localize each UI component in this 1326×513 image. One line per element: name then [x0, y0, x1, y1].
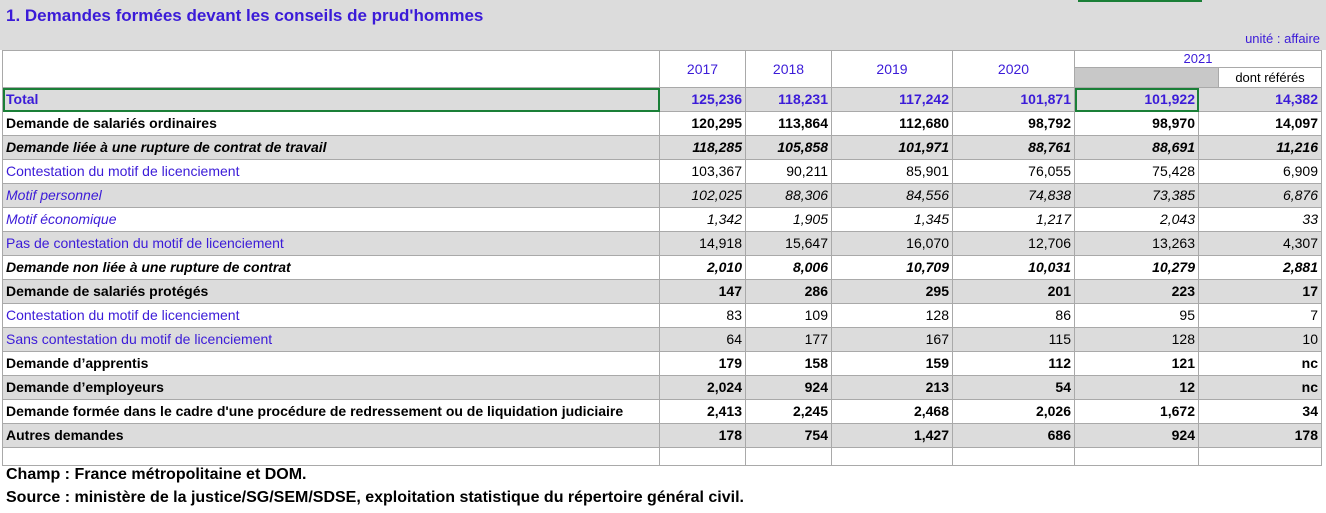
- cell-2019[interactable]: 1,345: [832, 208, 953, 232]
- cell-2019[interactable]: 167: [832, 328, 953, 352]
- empty-cell[interactable]: [953, 448, 1075, 466]
- cell-2019[interactable]: 84,556: [832, 184, 953, 208]
- cell-2017[interactable]: 14,918: [660, 232, 746, 256]
- table-row: [3, 208, 1322, 232]
- cell-2020[interactable]: 112: [953, 352, 1075, 376]
- table-row: [3, 304, 1322, 328]
- cell-referes[interactable]: 7: [1199, 304, 1322, 328]
- header-empty-cell[interactable]: [3, 51, 660, 88]
- empty-cell[interactable]: [746, 448, 832, 466]
- table-row: [3, 160, 1322, 184]
- source-note: Source : ministère de la justice/SG/SEM/SDSE, exploitation statistique du répertoire général civil.: [6, 489, 744, 506]
- cell-2020[interactable]: 86: [953, 304, 1075, 328]
- empty-cell[interactable]: [660, 448, 746, 466]
- cell-2017[interactable]: 2,413: [660, 400, 746, 424]
- cell-2018[interactable]: 177: [746, 328, 832, 352]
- cell-2019[interactable]: 213: [832, 376, 953, 400]
- table-row: [3, 184, 1322, 208]
- header-2021-group[interactable]: [1075, 51, 1322, 88]
- cell-2018[interactable]: 2,245: [746, 400, 832, 424]
- cell-referes[interactable]: 11,216: [1199, 136, 1322, 160]
- cell-2020[interactable]: 10,031: [953, 256, 1075, 280]
- cell-2021[interactable]: 121: [1075, 352, 1199, 376]
- cell-2017[interactable]: 2,010: [660, 256, 746, 280]
- table-row: [3, 136, 1322, 160]
- cell-2017[interactable]: 64: [660, 328, 746, 352]
- cell-2021[interactable]: 128: [1075, 328, 1199, 352]
- table-title: 1. Demandes formées devant les conseils de prud'hommes: [6, 6, 484, 25]
- data-table: [2, 50, 1322, 466]
- cell-2017[interactable]: 125,236: [660, 88, 746, 112]
- cell-referes[interactable]: 33: [1199, 208, 1322, 232]
- cell-2017[interactable]: 178: [660, 424, 746, 448]
- cell-2017[interactable]: 179: [660, 352, 746, 376]
- cell-2019[interactable]: 1,427: [832, 424, 953, 448]
- table-row: [3, 280, 1322, 304]
- cell-2021[interactable]: 101,922: [1075, 88, 1199, 112]
- row-label[interactable]: Demande non liée à une rupture de contrat: [3, 256, 660, 280]
- cell-2018[interactable]: 1,905: [746, 208, 832, 232]
- cell-2018[interactable]: 109: [746, 304, 832, 328]
- row-label[interactable]: Total: [3, 88, 660, 112]
- table-row: [3, 400, 1322, 424]
- cell-2020[interactable]: 101,871: [953, 88, 1075, 112]
- cell-referes[interactable]: 178: [1199, 424, 1322, 448]
- table-row: [3, 232, 1322, 256]
- cell-2019[interactable]: 117,242: [832, 88, 953, 112]
- cell-2021[interactable]: 88,691: [1075, 136, 1199, 160]
- cell-2018[interactable]: 90,211: [746, 160, 832, 184]
- cell-2019[interactable]: 10,709: [832, 256, 953, 280]
- cell-referes[interactable]: 6,876: [1199, 184, 1322, 208]
- cell-2021[interactable]: 1,672: [1075, 400, 1199, 424]
- cell-2017[interactable]: 83: [660, 304, 746, 328]
- cell-2019[interactable]: 101,971: [832, 136, 953, 160]
- empty-cell[interactable]: [832, 448, 953, 466]
- cell-2021[interactable]: 10,279: [1075, 256, 1199, 280]
- cell-2020[interactable]: 2,026: [953, 400, 1075, 424]
- empty-cell[interactable]: [3, 448, 660, 466]
- cell-referes[interactable]: 14,097: [1199, 112, 1322, 136]
- cell-2021[interactable]: 75,428: [1075, 160, 1199, 184]
- row-label[interactable]: Demande de salariés ordinaires: [3, 112, 660, 136]
- cell-2018[interactable]: 88,306: [746, 184, 832, 208]
- cell-2018[interactable]: 118,231: [746, 88, 832, 112]
- row-label[interactable]: Contestation du motif de licenciement: [3, 304, 660, 328]
- cell-2019[interactable]: 295: [832, 280, 953, 304]
- active-cell-marker: [1078, 0, 1202, 2]
- row-label[interactable]: Contestation du motif de licenciement: [3, 160, 660, 184]
- cell-referes[interactable]: 17: [1199, 280, 1322, 304]
- cell-referes[interactable]: 34: [1199, 400, 1322, 424]
- cell-2020[interactable]: 115: [953, 328, 1075, 352]
- table-row-empty: [3, 448, 1322, 466]
- cell-2017[interactable]: 118,285: [660, 136, 746, 160]
- cell-referes[interactable]: 14,382: [1199, 88, 1322, 112]
- cell-2018[interactable]: 158: [746, 352, 832, 376]
- cell-2017[interactable]: 147: [660, 280, 746, 304]
- cell-2018[interactable]: 113,864: [746, 112, 832, 136]
- cell-2017[interactable]: 103,367: [660, 160, 746, 184]
- table-row: [3, 352, 1322, 376]
- cell-2020[interactable]: 54: [953, 376, 1075, 400]
- header-2018[interactable]: 2018: [746, 51, 832, 88]
- row-label[interactable]: Demande liée à une rupture de contrat de travail: [3, 136, 660, 160]
- cell-2018[interactable]: 15,647: [746, 232, 832, 256]
- cell-2018[interactable]: 286: [746, 280, 832, 304]
- cell-2021[interactable]: 13,263: [1075, 232, 1199, 256]
- row-label[interactable]: Motif économique: [3, 208, 660, 232]
- champ-note: Champ : France métropolitaine et DOM.: [6, 466, 307, 483]
- cell-2018[interactable]: 754: [746, 424, 832, 448]
- row-label[interactable]: Demande de salariés protégés: [3, 280, 660, 304]
- cell-referes[interactable]: 4,307: [1199, 232, 1322, 256]
- table-row: [3, 328, 1322, 352]
- cell-referes[interactable]: 10: [1199, 328, 1322, 352]
- cell-2021[interactable]: 98,970: [1075, 112, 1199, 136]
- cell-2019[interactable]: 128: [832, 304, 953, 328]
- row-label[interactable]: Demande d’apprentis: [3, 352, 660, 376]
- header-row: [3, 51, 1322, 88]
- cell-referes[interactable]: nc: [1199, 376, 1322, 400]
- cell-referes[interactable]: 6,909: [1199, 160, 1322, 184]
- cell-2020[interactable]: 88,761: [953, 136, 1075, 160]
- row-label[interactable]: Motif personnel: [3, 184, 660, 208]
- cell-referes[interactable]: 2,881: [1199, 256, 1322, 280]
- cell-2019[interactable]: 2,468: [832, 400, 953, 424]
- empty-cell[interactable]: [1199, 448, 1322, 466]
- header-2019[interactable]: 2019: [832, 51, 953, 88]
- empty-cell[interactable]: [1075, 448, 1199, 466]
- table-row-total: [3, 88, 1322, 112]
- cell-2018[interactable]: 105,858: [746, 136, 832, 160]
- cell-2018[interactable]: 924: [746, 376, 832, 400]
- table-row: [3, 112, 1322, 136]
- cell-2019[interactable]: 112,680: [832, 112, 953, 136]
- header-dont-referes[interactable]: dont référés: [1235, 70, 1305, 85]
- cell-2020[interactable]: 1,217: [953, 208, 1075, 232]
- cell-2021[interactable]: 924: [1075, 424, 1199, 448]
- cell-2019[interactable]: 85,901: [832, 160, 953, 184]
- row-label[interactable]: Demande formée dans le cadre d'une procédure de redressement ou de liquidation judiciaire: [3, 400, 660, 424]
- table-row: [3, 424, 1322, 448]
- header-2020[interactable]: 2020: [953, 51, 1075, 88]
- cell-referes[interactable]: nc: [1199, 352, 1322, 376]
- cell-2017[interactable]: 102,025: [660, 184, 746, 208]
- cell-2021[interactable]: 12: [1075, 376, 1199, 400]
- row-label[interactable]: Sans contestation du motif de licenciement: [3, 328, 660, 352]
- cell-2017[interactable]: 120,295: [660, 112, 746, 136]
- cell-2017[interactable]: 1,342: [660, 208, 746, 232]
- row-label[interactable]: Pas de contestation du motif de licenciement: [3, 232, 660, 256]
- row-label[interactable]: Autres demandes: [3, 424, 660, 448]
- cell-2018[interactable]: 8,006: [746, 256, 832, 280]
- cell-2020[interactable]: 12,706: [953, 232, 1075, 256]
- cell-2021[interactable]: 2,043: [1075, 208, 1199, 232]
- cell-2020[interactable]: 686: [953, 424, 1075, 448]
- cell-2017[interactable]: 2,024: [660, 376, 746, 400]
- unit-label: unité : affaire: [1245, 31, 1320, 46]
- table-row: [3, 376, 1322, 400]
- cell-2019[interactable]: 16,070: [832, 232, 953, 256]
- row-label[interactable]: Demande d’employeurs: [3, 376, 660, 400]
- cell-2020[interactable]: 74,838: [953, 184, 1075, 208]
- cell-2020[interactable]: 201: [953, 280, 1075, 304]
- cell-2021[interactable]: 223: [1075, 280, 1199, 304]
- cell-2020[interactable]: 98,792: [953, 112, 1075, 136]
- cell-2019[interactable]: 159: [832, 352, 953, 376]
- cell-2021[interactable]: 73,385: [1075, 184, 1199, 208]
- header-2021: 2021: [1075, 51, 1321, 68]
- cell-2021[interactable]: 95: [1075, 304, 1199, 328]
- header-2021-total[interactable]: [1075, 68, 1219, 87]
- table-row: [3, 256, 1322, 280]
- header-2017[interactable]: 2017: [660, 51, 746, 88]
- cell-2020[interactable]: 76,055: [953, 160, 1075, 184]
